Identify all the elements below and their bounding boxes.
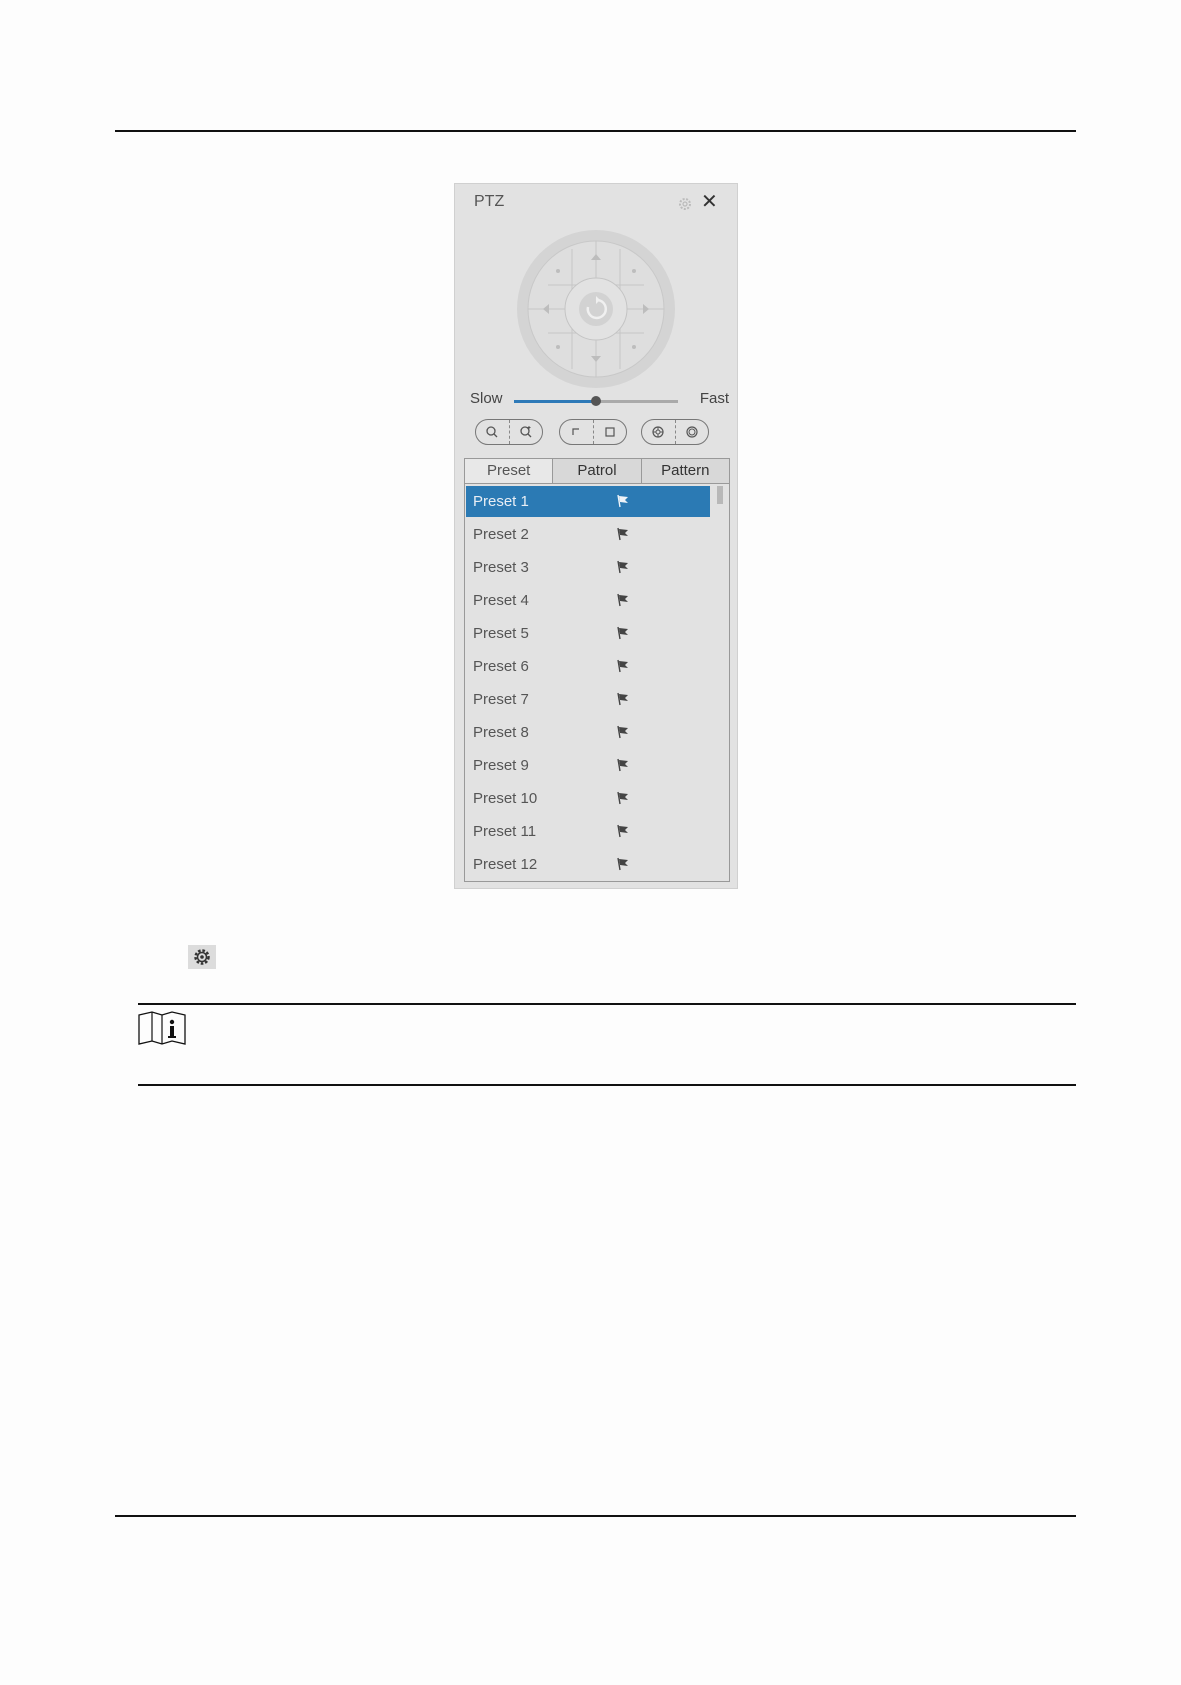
focus-near-button[interactable] <box>560 420 594 444</box>
auto-scan-button[interactable] <box>565 278 627 340</box>
preset-label: Preset 2 <box>473 526 529 543</box>
speed-slider[interactable] <box>514 400 678 403</box>
focus-far-button[interactable] <box>594 420 627 444</box>
note-top-rule <box>138 1003 1076 1005</box>
flag-icon[interactable] <box>616 791 630 805</box>
scrollbar[interactable] <box>717 486 723 504</box>
flag-icon[interactable] <box>616 560 630 574</box>
preset-row[interactable] <box>466 750 710 781</box>
speed-fast-label: Fast <box>699 390 729 407</box>
iris-close-button[interactable] <box>642 420 676 444</box>
preset-label: Preset 3 <box>473 559 529 576</box>
preset-label: Preset 9 <box>473 757 529 774</box>
zoom-out-icon <box>485 425 499 439</box>
flag-icon[interactable] <box>616 857 630 871</box>
preset-row[interactable] <box>466 816 710 847</box>
preset-label: Preset 6 <box>473 658 529 675</box>
preset-row[interactable] <box>466 783 710 814</box>
speed-control <box>470 390 729 410</box>
flag-icon[interactable] <box>616 494 630 508</box>
speed-slider-fill <box>514 400 596 403</box>
flag-icon[interactable] <box>616 824 630 838</box>
gear-icon[interactable] <box>677 196 693 212</box>
ptz-tabs <box>464 458 730 484</box>
header-rule <box>115 130 1076 132</box>
preset-row[interactable] <box>466 519 710 550</box>
preset-row[interactable] <box>466 618 710 649</box>
preset-label: Preset 10 <box>473 790 538 807</box>
flag-icon[interactable] <box>616 659 630 673</box>
preset-row[interactable] <box>466 684 710 715</box>
preset-label: Preset 7 <box>473 691 529 708</box>
zoom-in-button[interactable] <box>510 420 543 444</box>
pan-down-left-button[interactable] <box>556 345 560 349</box>
flag-icon[interactable] <box>616 527 630 541</box>
ptz-panel <box>454 183 738 889</box>
preset-row[interactable] <box>466 849 710 880</box>
tab-preset[interactable]: Preset <box>465 459 552 483</box>
preset-label: Preset 5 <box>473 625 529 642</box>
focus-near-icon <box>570 426 582 438</box>
preset-row[interactable] <box>466 717 710 748</box>
focus-control <box>559 419 627 445</box>
note-bottom-rule <box>138 1084 1076 1086</box>
pan-down-right-button[interactable] <box>632 345 636 349</box>
speed-slow-label: Slow <box>470 390 503 407</box>
pan-up-right-button[interactable] <box>632 269 636 273</box>
iris-close-icon <box>651 425 665 439</box>
direction-pad <box>516 229 676 389</box>
footer-rule <box>115 1515 1076 1517</box>
preset-row[interactable] <box>466 486 710 517</box>
iris-open-icon <box>685 425 699 439</box>
preset-label: Preset 8 <box>473 724 529 741</box>
panel-title: PTZ <box>474 193 505 210</box>
preset-label: Preset 12 <box>473 856 538 873</box>
focus-far-icon <box>604 426 616 438</box>
flag-icon[interactable] <box>616 725 630 739</box>
flag-icon[interactable] <box>616 626 630 640</box>
preset-label: Preset 11 <box>473 823 537 840</box>
close-icon[interactable]: ✕ <box>701 191 718 213</box>
tab-patrol[interactable]: Patrol <box>552 459 640 483</box>
zoom-control <box>475 419 543 445</box>
flag-icon[interactable] <box>616 593 630 607</box>
iris-control <box>641 419 709 445</box>
preset-row[interactable] <box>466 552 710 583</box>
tab-pattern[interactable]: Pattern <box>641 459 729 483</box>
settings-gear-icon <box>188 945 216 969</box>
preset-row[interactable] <box>466 651 710 682</box>
speed-slider-handle[interactable] <box>591 396 601 406</box>
flag-icon[interactable] <box>616 692 630 706</box>
iris-open-button[interactable] <box>676 420 709 444</box>
preset-label: Preset 1 <box>473 493 529 510</box>
zoom-in-icon <box>519 425 533 439</box>
pan-up-left-button[interactable] <box>556 269 560 273</box>
zoom-out-button[interactable] <box>476 420 510 444</box>
flag-icon[interactable] <box>616 758 630 772</box>
note-icon <box>138 1011 186 1047</box>
preset-list[interactable] <box>464 484 730 882</box>
preset-label: Preset 4 <box>473 592 529 609</box>
preset-row[interactable] <box>466 585 710 616</box>
